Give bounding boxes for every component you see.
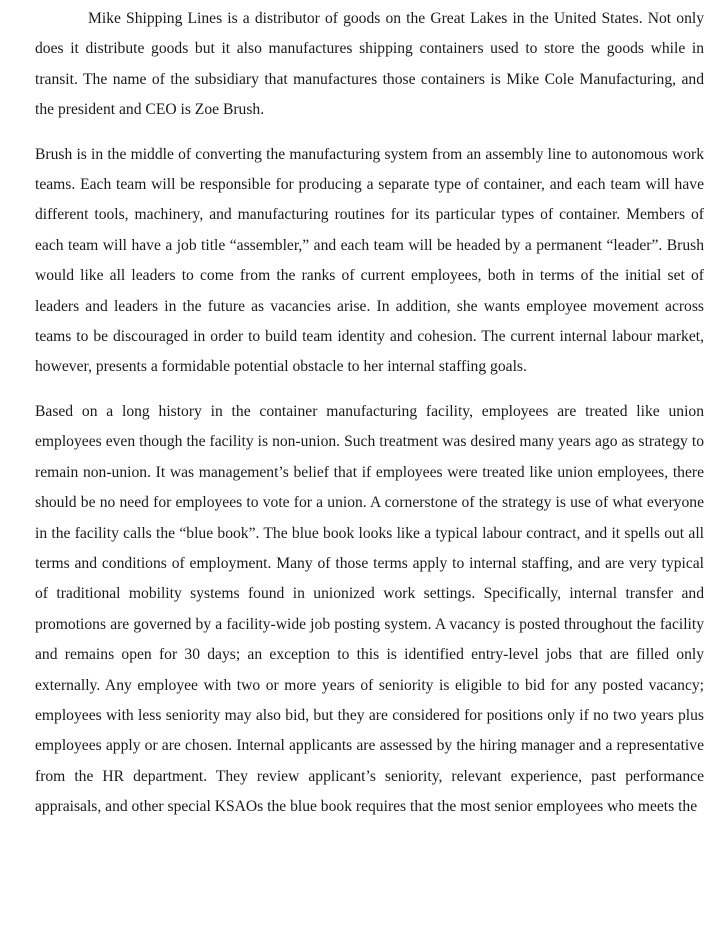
document-body: [35, 4, 704, 837]
paragraph-intro: Mike Shipping Lines is a distributor of goods on the Great Lakes in the United States. Not only does it distribute goods but it also manufactures shipping containers used to store the goods while in transit. The name of the subsidiary that manufactures those containers is Mike Cole Manufacturing, and the president and CEO is Zoe Brush.: [35, 10, 704, 119]
paragraph-team-conversion: Brush is in the middle of converting the manufacturing system from an assembly line to autonomous work teams. Each team will be responsible for producing a separate type of container, and each team will have different tools, machinery, and manufacturing routines for its particular types of container. Members of each team will have a job title “assembler,” and each team will be headed by a permanent “leader”. Brush would like all leaders to come from the ranks of current employees, both in terms of the initial set of leaders and leaders in the future as vacancies arise. In addition, she wants employee movement across teams to be discouraged in order to build team identity and cohesion. The current internal labour market, however, presents a formidable potential obstacle to her internal staffing goals.: [35, 145, 704, 376]
paragraph-blue-book: Based on a long history in the container manufacturing facility, employees are treated like union employees even though the facility is non-union. Such treatment was desired many years ago as strategy to remain non-union. It was management’s belief that if employees were treated like union employees, there should be no need for employees to vote for a union. A cornerstone of the strategy is use of what everyone in the facility calls the “blue book”. The blue book looks like a typical labour contract, and it spells out all terms and conditions of employment. Many of those terms apply to internal staffing, and are very typical of traditional mobility systems found in unionized work settings. Specifically, internal transfer and promotions are governed by a facility-wide job posting system. A vacancy is posted throughout the facility and remains open for 30 days; an exception to this is identified entry-level jobs that are filled only externally. Any employee with two or more years of seniority is eligible to bid for any posted vacancy; employees with less seniority may also bid, but they are considered for positions only if no two years plus employees apply or are chosen. Internal applicants are assessed by the hiring manager and a representative from the HR department. They review applicant’s seniority, relevant experience, past performance appraisals, and other special KSAOs the blue book requires that the most senior employees who meets the: [35, 402, 704, 816]
